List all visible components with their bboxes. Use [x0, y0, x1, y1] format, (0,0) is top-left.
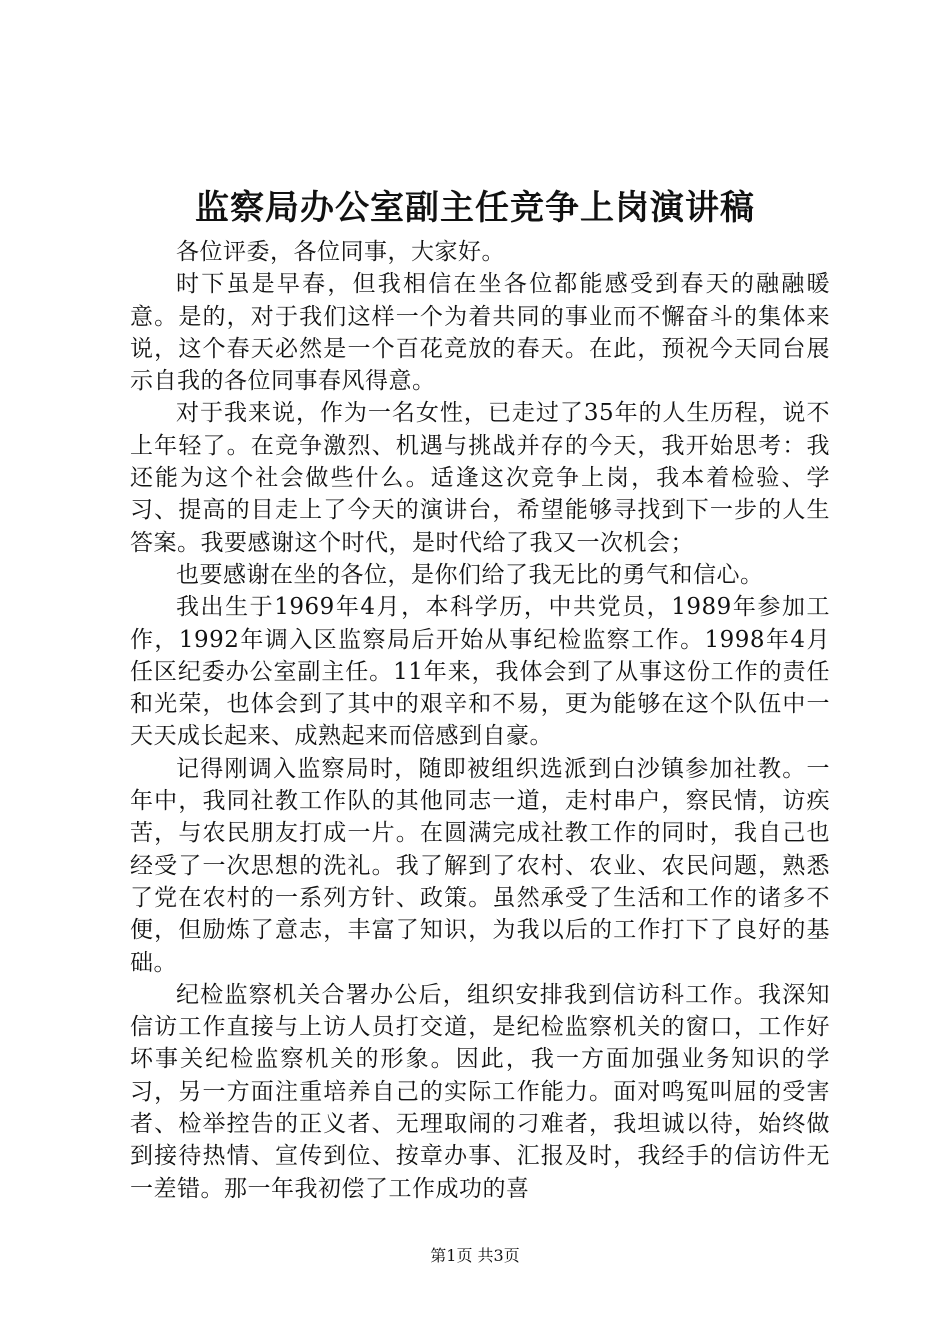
paragraph-spring: 时下虽是早春，但我相信在坐各位都能感受到春天的融融暖意。是的，对于我们这样一个为着共同的事业而不懈奋斗的集体来说，这个春天必然是一个百花竞放的春天。在此，预祝今天同台展示自我的各位同事春风得意。	[130, 271, 830, 395]
document-body	[130, 236, 830, 1205]
paragraph-greeting: 各位评委，各位同事，大家好。	[176, 239, 505, 265]
paragraph-petition-work: 纪检监察机关合署办公后，组织安排我到信访科工作。我深知信访工作直接与上访人员打交道，是纪检监察机关的窗口，工作好坏事关纪检监察机关的形象。因此，我一方面加强业务知识的学习，另一方面注重培养自己的实际工作能力。面对鸣冤叫屈的受害者、检举控告的正义者、无理取闹的刁难者，我坦诚以待，始终做到接待热情、宣传到位、按章办事、汇报及时，我经手的信访件无一差错。那一年我初偿了工作成功的喜	[130, 981, 830, 1202]
document-title: 监察局办公室副主任竞争上岗演讲稿	[195, 188, 755, 228]
paragraph-background: 我出生于1969年4月，本科学历，中共党员，1989年参加工作，1992年调入区监察局后开始从事纪检监察工作。1998年4月任区纪委办公室副主任。11年来，我体会到了从事这份工作的责任和光荣，也体会到了其中的艰辛和不易，更为能够在这个队伍中一天天成长起来、成熟起来而倍感到自豪。	[130, 594, 830, 750]
page-number-footer: 第1页 共3页	[430, 1246, 520, 1265]
paragraph-social-education: 记得刚调入监察局时，随即被组织选派到白沙镇参加社教。一年中，我同社教工作队的其他同志一道，走村串户，察民情，访疾苦，与农民朋友打成一片。在圆满完成社教工作的同时，我自己也经受了一次思想的洗礼。我了解到了农村、农业、农民问题，熟悉了党在农村的一系列方针、政策。虽然承受了生活和工作的诸多不便，但励炼了意志，丰富了知识，为我以后的工作打下了良好的基础。	[130, 755, 830, 976]
paragraph-thanks: 也要感谢在坐的各位，是你们给了我无比的勇气和信心。	[176, 561, 764, 588]
paragraph-self-reflection: 对于我来说，作为一名女性，已走过了35年的人生历程，说不上年轻了。在竞争激烈、机遇与挑战并存的今天，我开始思考：我还能为这个社会做些什么。适逢这次竞争上岗，我本着检验、学习、提高的目走上了今天的演讲台，希望能够寻找到下一步的人生答案。我要感谢这个时代，是时代给了我又一次机会；	[130, 400, 830, 556]
